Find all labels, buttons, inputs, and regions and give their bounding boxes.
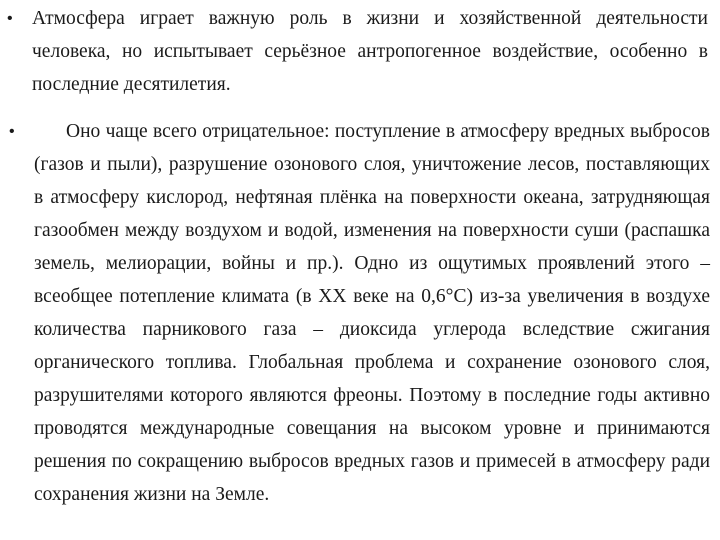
bullet-marker-icon: • — [9, 123, 15, 140]
bullet-text: Оно чаще всего отрицательное: поступление в атмосферу вредных выбросов (газов и пыли), разрушение озонового слоя, уничтожение лесов, поставляющих в атмосферу кислород, нефтяная плёнка на поверхности океана, затрудняющая газообмен между воздухом и водой, изменения на поверхности суши (распашка земель, мелиорации, войны и пр.). Одно из ощутимых проявлений этого – всеобщее потепление климата (в XX веке на 0,6°С) из-за увеличения в воздухе количества парникового газа – диоксида углерода вследствие сжигания органического топлива. Глобальная проблема и сохранение озонового слоя, разрушителями которого являются фреоны. Поэтому в последние годы активно проводятся международные совещания на высоком уровне и принимаются решения по сокращению выбросов вредных газов и примесей в атмосферу ради сохранения жизни на Земле. — [34, 121, 710, 505]
bullet-marker-icon: • — [7, 10, 13, 27]
bullet-text: Атмосфера играет важную роль в жизни и хозяйственной деятельности человека, но испытывает серьёзное антропогенное воздействие, особенно в последние десятилетия. — [32, 8, 708, 95]
bullet-item-atmosphere-role — [7, 2, 708, 101]
bullet-item-negative-impact — [9, 115, 710, 511]
